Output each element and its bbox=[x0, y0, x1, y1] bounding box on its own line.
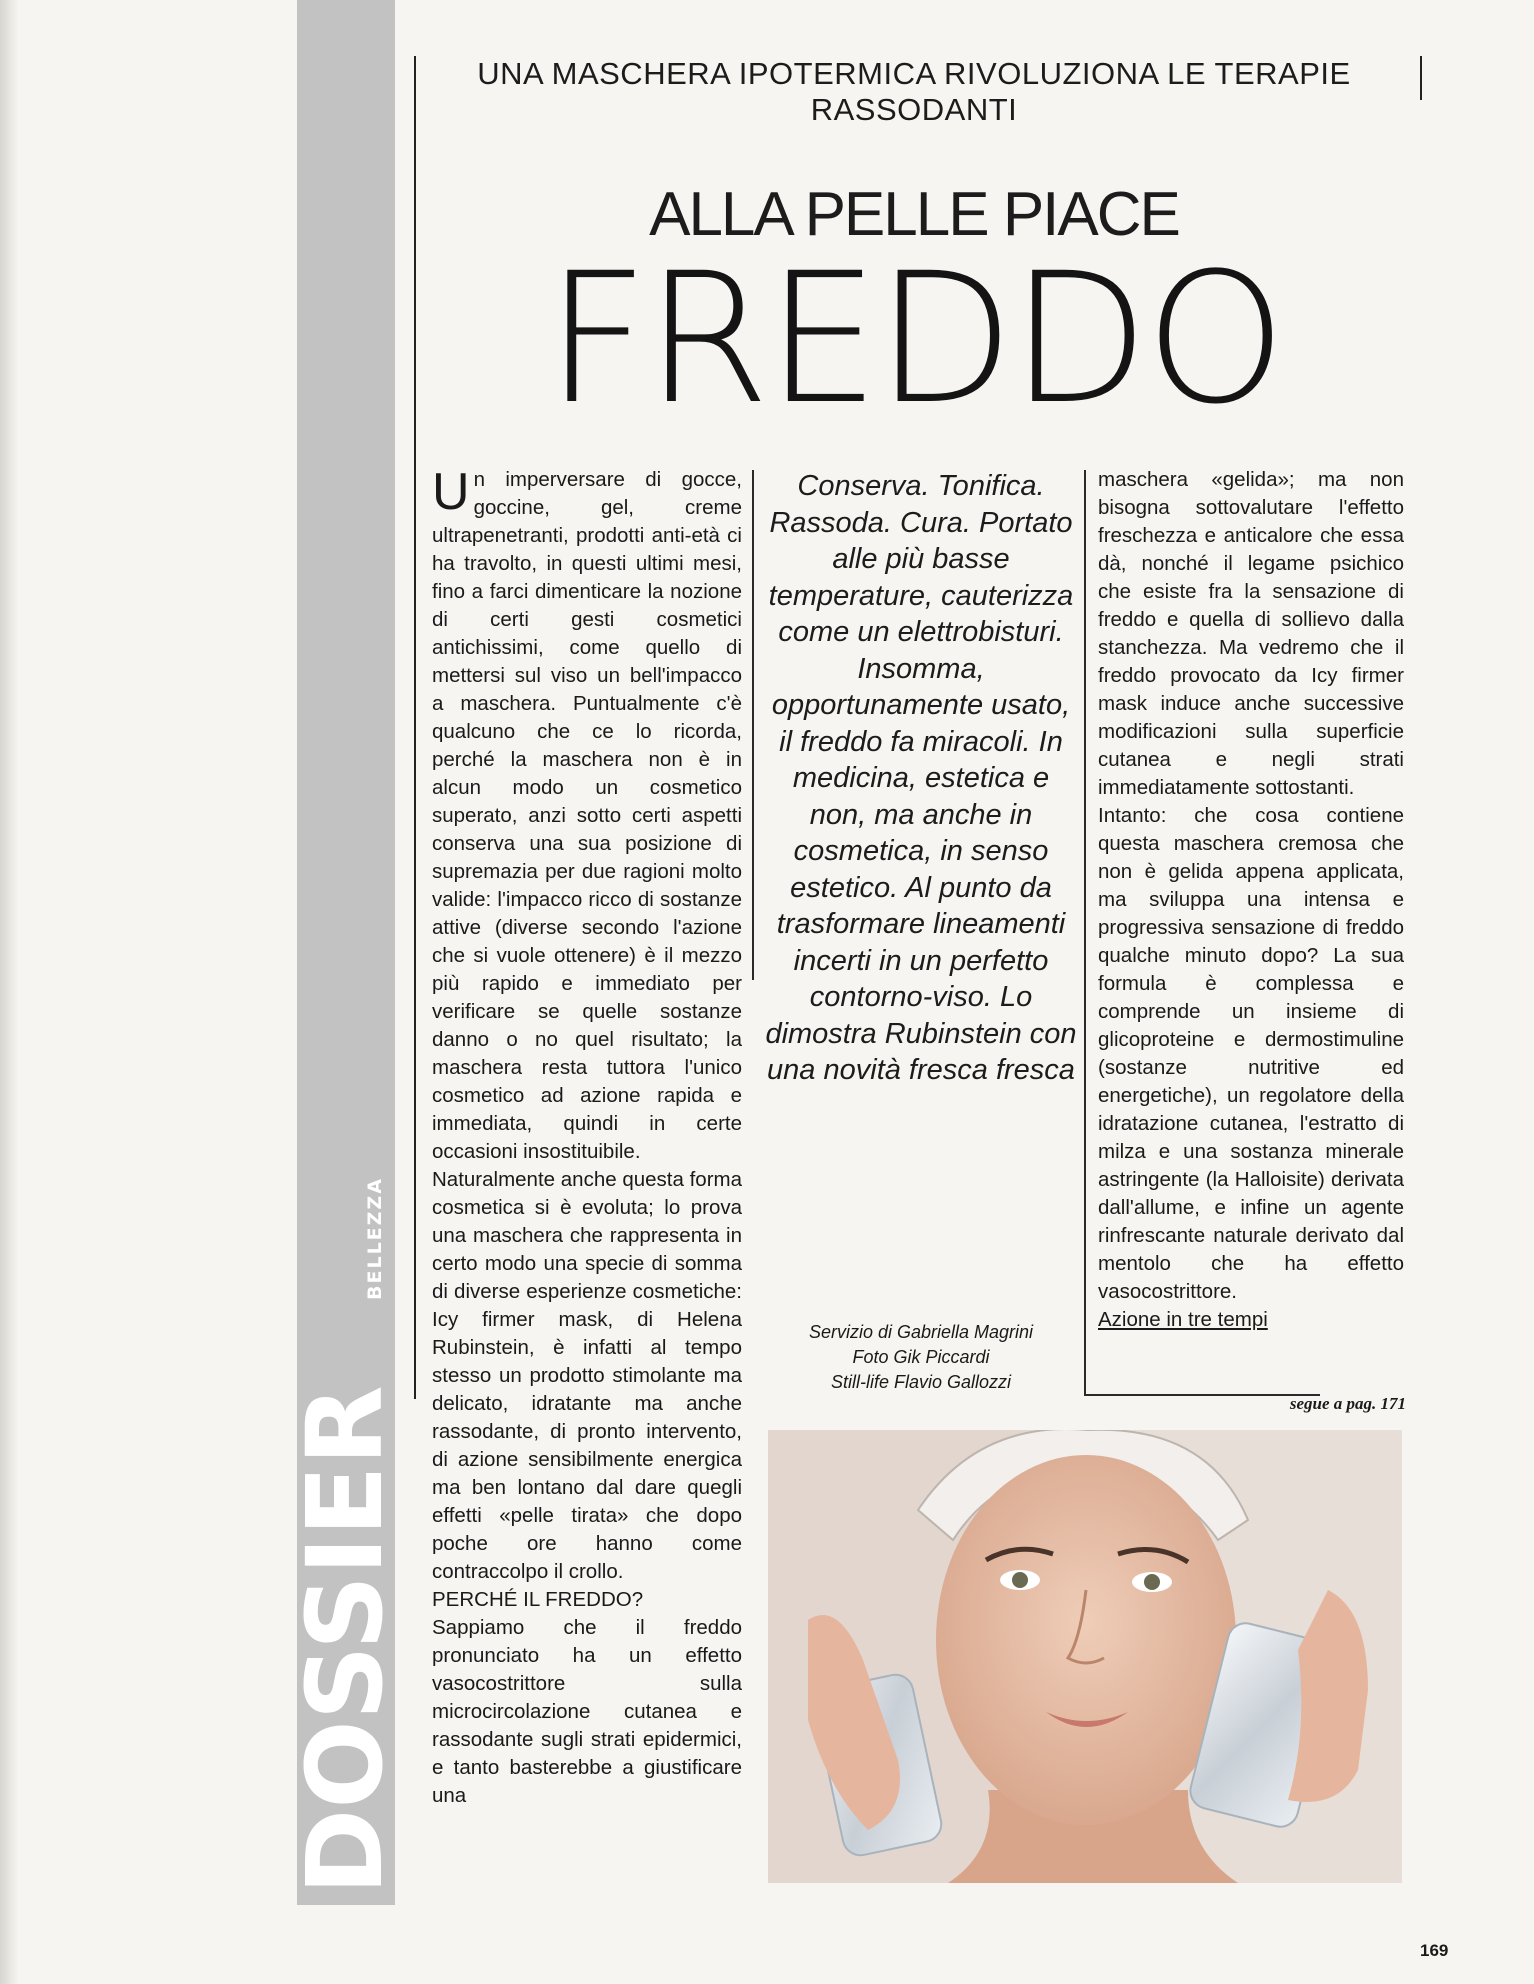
credit-line: Servizio di Gabriella Magrini bbox=[808, 1322, 1034, 1342]
subheading: Azione in tre tempi bbox=[1098, 1308, 1268, 1331]
kicker: UNA MASCHERA IPOTERMICA RIVOLUZIONA LE TERAPIE RASSODANTI bbox=[477, 56, 1351, 127]
pull-quote: Conserva. Tonifica. Rassoda. Cura. Portato alle più basse temperature, cauterizza come un elettrobisturi. Insomma, opportunamente usato, il freddo fa miracoli. In medicina, estetica e non, ma anche in cosmetica, in senso estetico. Al punto da trasformare lineamenti incerti in un perfetto contorno-viso. Lo dimostra Rubinstein con una novità fresca fresca bbox=[765, 470, 1077, 1086]
article-paragraph: Sappiamo che il freddo pronunciato ha un effetto vasocostrittore sulla microcircolazione cutanea e rassodante sugli strati epidermici, e tanto basterebbe a giustificare una bbox=[432, 1616, 742, 1807]
headline-main: FREDDO bbox=[545, 235, 1283, 444]
article-column-1 bbox=[432, 463, 742, 1810]
right-kicker-rule bbox=[1420, 56, 1422, 100]
section-sublabel: BELLEZZA bbox=[364, 1177, 386, 1300]
section-label: DOSSIER bbox=[284, 1385, 406, 1895]
headline-top: ALLA PELLE PIACE bbox=[649, 180, 1179, 249]
article-paragraph: Intanto: che cosa contiene questa maschera cremosa che non è gelida appena applicata, ma sviluppa una intensa e progressiva sensazione di freddo qualche minuto dopo? La sua formula è complessa e comprende un insieme di glicoproteine e dermostimuline (sostanze nutritive ed energetiche), un regolatore della idratazione cutanea, l'estratto di milza e una sostanza minerale astringente (la Halloisite) derivata dall'allume, e infine un agente rinfrescante naturale derivato dal mentolo che ha effetto vasocostrittore. bbox=[1098, 804, 1404, 1303]
continued-note: segue a pag. 171 bbox=[1289, 1394, 1406, 1413]
credit-line: Foto Gik Piccardi bbox=[852, 1347, 990, 1367]
column-rule-left bbox=[752, 470, 754, 980]
left-frame-rule bbox=[414, 56, 416, 1399]
credit-line: Still-life Flavio Gallozzi bbox=[830, 1372, 1012, 1392]
model-photo bbox=[768, 1430, 1402, 1883]
subheading: PERCHÉ IL FREDDO? bbox=[432, 1588, 644, 1611]
article-paragraph: Naturalmente anche questa forma cosmetica si è evoluta; lo prova una maschera che rappresenta in certo modo una specie di somma di diverse esperienze cosmetiche: Icy firmer mask, di Helena Rubinstein, è infatti al tempo stesso un prodotto stimolante ma delicato, idratante ma anche rassodante, di pronto intervento, di azione sensibilmente energica ma ben lontano dal dare quegli effetti «pelle tirata» che dopo poche ore hanno come contraccolpo il crollo. bbox=[432, 1168, 742, 1583]
article-paragraph bbox=[432, 463, 742, 1166]
paragraph-text: n imperversare di gocce, goccine, gel, creme ultrapenetranti, prodotti anti-età ci ha travolto, in questi ultimi mesi, fino a farci dimenticare la nozione di certi gesti cosmetici antichissimi, come quello di mettersi sul viso un bell'impacco a maschera. Puntualmente c'è qualcuno che ce lo ricorda, perché la maschera non è in alcun modo un cosmetico superato, anzi sotto certi aspetti conserva una sua posizione di supremazia per due ragioni molto valide: l'impacco ricco di sostanze attive (diverse secondo l'azione che si vuole ottenere) è il mezzo più rapido e immediato per verificare se quelle sostanze danno o no quel risultato; la maschera resta tuttora l'unico cosmetico ad azione rapida e immediata, quindi in certe occasioni insostituibile. bbox=[432, 468, 742, 1163]
article-paragraph: maschera «gelida»; ma non bisogna sottovalutare l'effetto freschezza e anticalore che essa dà, nonché il legame psichico che esiste fra la sensazione di freddo e quella di sollievo dalla stanchezza. Ma vedremo che il freddo provocato da Icy firmer mask induce anche successive modificazioni sulla superficie cutanea e negli strati immediatamente sottostanti. bbox=[1098, 468, 1404, 799]
article-column-3 bbox=[1098, 466, 1404, 1334]
page-binding-shadow bbox=[0, 0, 18, 1984]
credits bbox=[762, 1320, 1080, 1395]
page-number: 169 bbox=[1420, 1941, 1449, 1960]
drop-cap: U bbox=[432, 463, 470, 521]
column-rule-right bbox=[1084, 470, 1086, 1396]
model-photo-illustration bbox=[768, 1430, 1402, 1883]
